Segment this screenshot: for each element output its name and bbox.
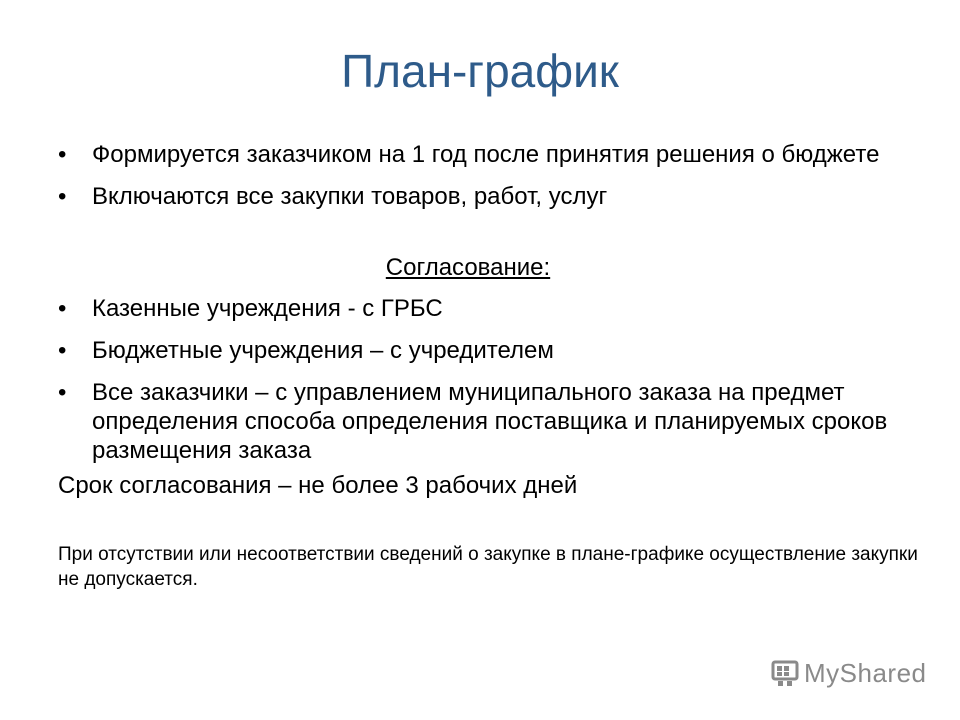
slide-content xyxy=(58,140,918,592)
bullet-text: Бюджетные учреждения – с учредителем xyxy=(92,337,554,364)
classroom-board-icon xyxy=(770,658,800,688)
bullet-text: Включаются все закупки товаров, работ, услуг xyxy=(92,183,608,210)
bullet-text: Формируется заказчиком на 1 год после принятия решения о бюджете xyxy=(92,141,880,168)
bullet-text: Все заказчики – с управлением муниципального заказа на предмет определения способа определения поставщика и планируемых сроков размещения заказа xyxy=(92,379,888,464)
deadline-text: Срок согласования – не более 3 рабочих дней xyxy=(58,472,578,499)
bullet-dot-icon: • xyxy=(58,183,67,210)
bullet-item xyxy=(58,336,918,365)
watermark-logo xyxy=(770,656,927,690)
bullet-item xyxy=(58,378,918,465)
bullet-dot-icon: • xyxy=(58,295,67,322)
bullet-item xyxy=(58,140,918,169)
section-heading: Согласование: xyxy=(385,254,551,281)
bullet-text: Казенные учреждения - с ГРБС xyxy=(92,295,443,322)
bullet-dot-icon: • xyxy=(58,379,67,406)
bullet-dot-icon: • xyxy=(58,141,67,168)
bullet-item xyxy=(58,182,918,211)
slide-title: План-график xyxy=(341,45,619,97)
footnote-text: При отсутствии или несоответствии сведений о закупке в плане-графике осуществление закупки не допускается. xyxy=(58,544,918,590)
bullet-dot-icon: • xyxy=(58,337,67,364)
watermark-text: MyShared xyxy=(804,657,927,688)
bullet-item xyxy=(58,294,918,323)
